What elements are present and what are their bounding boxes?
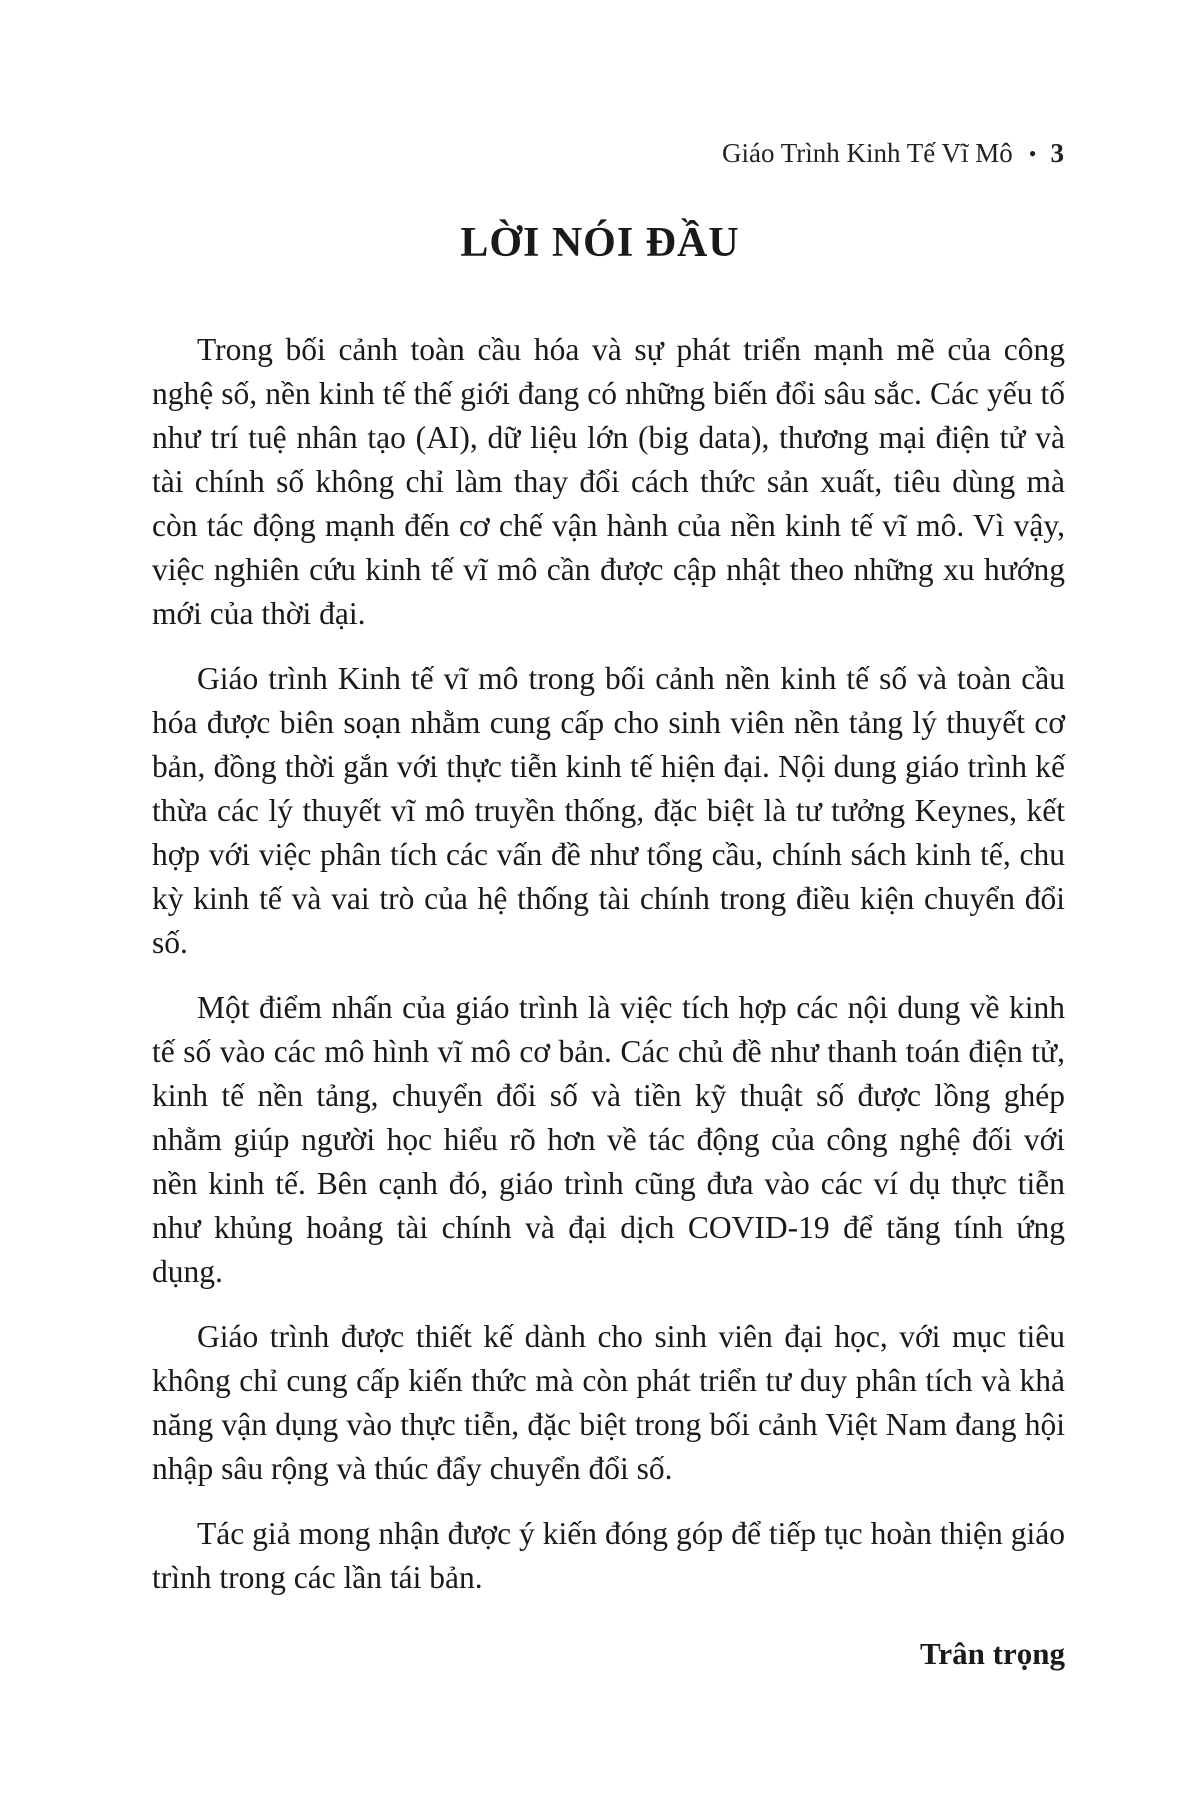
paragraph: Giáo trình Kinh tế vĩ mô trong bối cảnh nền kinh tế số và toàn cầu hóa được biên soạn nhằm cung cấp cho sinh viên nền tảng lý thuyết cơ bản, đồng thời gắn với thực tiễn kinh tế hiện đại. Nội dung giáo trình kế thừa các lý thuyết vĩ mô truyền thống, đặc biệt là tư tưởng Keynes, kết hợp với việc phân tích các vấn đề như tổng cầu, chính sách kinh tế, chu kỳ kinh tế và vai trò của hệ thống tài chính trong điều kiện chuyển đổi số. bbox=[152, 661, 1065, 960]
running-header bbox=[722, 137, 1064, 170]
signature: Trân trọng bbox=[920, 1636, 1065, 1671]
body-text bbox=[152, 328, 1065, 1621]
paragraph: Trong bối cảnh toàn cầu hóa và sự phát triển mạnh mẽ của công nghệ số, nền kinh tế thế giới đang có những biến đổi sâu sắc. Các yếu tố như trí tuệ nhân tạo (AI), dữ liệu lớn (big data), thương mại điện tử và tài chính số không chỉ làm thay đổi cách thức sản xuất, tiêu dùng mà còn tác động mạnh đến cơ chế vận hành của nền kinh tế vĩ mô. Vì vậy, việc nghiên cứu kinh tế vĩ mô cần được cập nhật theo những xu hướng mới của thời đại. bbox=[152, 332, 1065, 631]
paragraph: Tác giả mong nhận được ý kiến đóng góp để tiếp tục hoàn thiện giáo trình trong các lần tái bản. bbox=[152, 1516, 1065, 1595]
paragraph: Giáo trình được thiết kế dành cho sinh viên đại học, với mục tiêu không chỉ cung cấp kiến thức mà còn phát triển tư duy phân tích và khả năng vận dụng vào thực tiễn, đặc biệt trong bối cảnh Việt Nam đang hội nhập sâu rộng và thúc đẩy chuyển đổi số. bbox=[152, 1319, 1065, 1486]
page-title: LỜI NÓI ĐẦU bbox=[460, 220, 740, 266]
page-number: 3 bbox=[1050, 138, 1064, 168]
running-header-title: Giáo Trình Kinh Tế Vĩ Mô bbox=[722, 138, 1013, 168]
bullet-separator: • bbox=[1028, 141, 1037, 166]
paragraph: Một điểm nhấn của giáo trình là việc tích hợp các nội dung về kinh tế số vào các mô hình vĩ mô cơ bản. Các chủ đề như thanh toán điện tử, kinh tế nền tảng, chuyển đổi số và tiền kỹ thuật số được lồng ghép nhằm giúp người học hiểu rõ hơn về tác động của công nghệ đối với nền kinh tế. Bên cạnh đó, giáo trình cũng đưa vào các ví dụ thực tiễn như khủng hoảng tài chính và đại dịch COVID-19 để tăng tính ứng dụng. bbox=[152, 990, 1065, 1289]
